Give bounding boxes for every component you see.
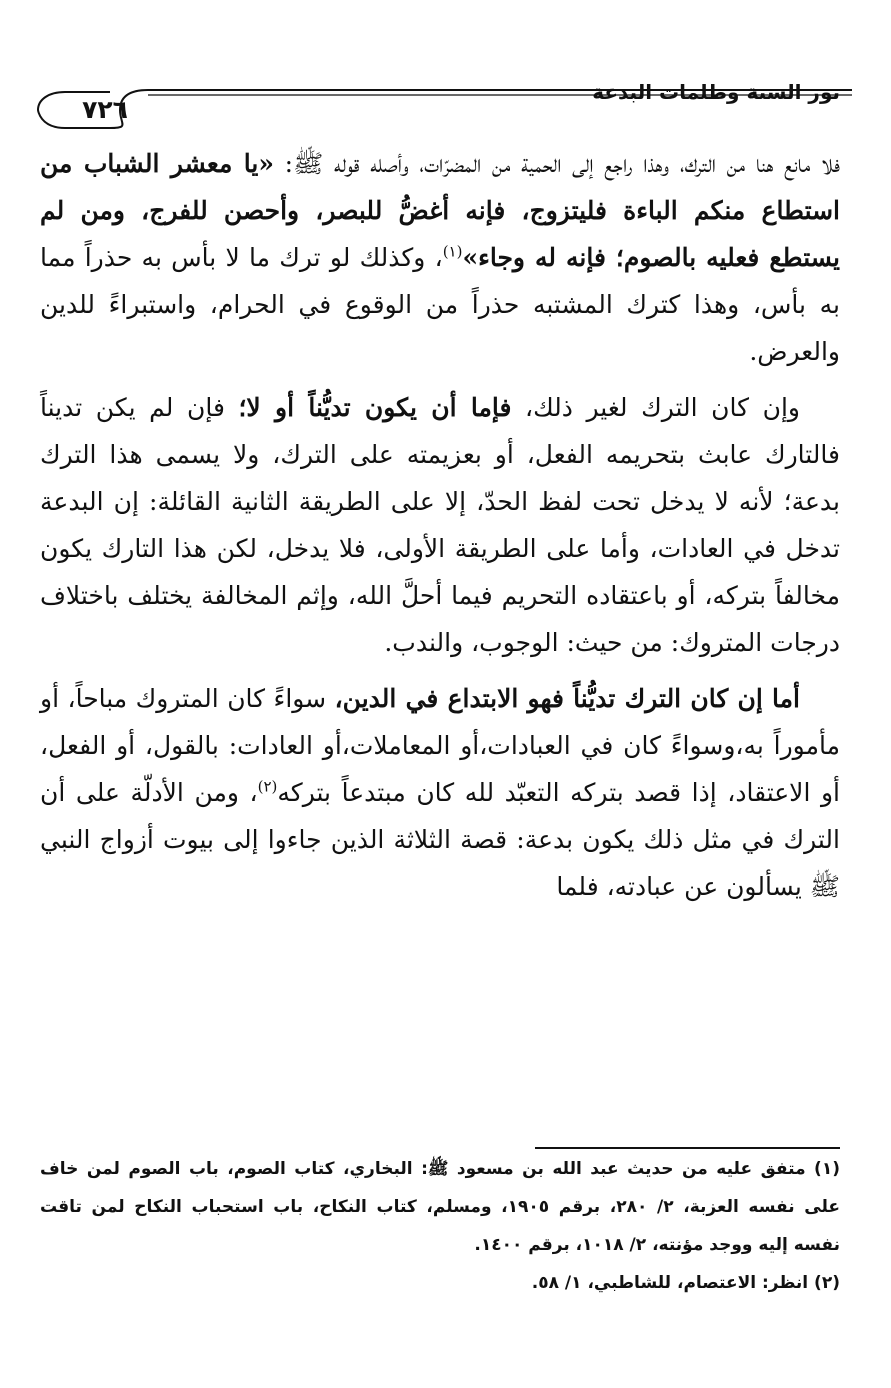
paragraph-3-emphasis: أما إن كان الترك تديُّناً فهو الابتداع في الدين،	[334, 684, 800, 713]
footnote-ref-1: (١)	[442, 242, 463, 261]
paragraph-1-text-b: ، وكذلك لو ترك ما لا بأس به حذراً مما به بأس، وهذا كترك المشتبه حذراً من الوقوع في الحرام، واستبراءً للدين والعرض.	[40, 243, 840, 366]
hadith-quote: «يا معشر الشباب من استطاع منكم الباءة فليتزوج، فإنه أغضُّ للبصر، وأحصن للفرج، ومن لم يستطع فعليه بالصوم؛ فإنه له وجاء»	[40, 149, 840, 272]
footnote-ref-2: (٢)	[257, 777, 278, 796]
main-text	[40, 140, 840, 910]
paragraph-3-text-a: سواءً كان المتروك مباحاً، أو مأموراً به،وسواءً كان في العبادات،أو المعاملات،أو العادات: بالقول، أو الفعل، أو الاعتقاد، إذا قصد بتركه التعبّد لله كان مبتدعاً بتركه	[40, 684, 840, 807]
running-title: نور السنة وظلمات البدعة	[592, 80, 840, 104]
paragraph-1	[40, 140, 840, 375]
footnote-separator	[535, 1147, 840, 1149]
paragraph-1-text-a: فلا مانع هنا من الترك، وهذا راجع إلى الحمية من المضرّات، وأصله قوله ﷺ:	[274, 149, 840, 178]
paragraph-2	[40, 384, 840, 666]
page-header	[20, 62, 858, 132]
footnote-1: (١) متفق عليه من حديث عبد الله بن مسعود ﷺ: البخاري، كتاب الصوم، باب الصوم لمن خاف على نفسه العزبة، ٢/ ٢٨٠، برقم ١٩٠٥، ومسلم، كتاب النكاح، باب استحباب النكاح لمن تاقت نفسه إليه ووجد مؤنته، ٢/ ١٠١٨، برقم ١٤٠٠.	[40, 1159, 840, 1255]
page-number: ٧٢٦	[82, 95, 128, 124]
footnote-2: (٢) انظر: الاعتصام، للشاطبي، ١/ ٥٨.	[531, 1273, 840, 1293]
footnotes	[40, 1150, 840, 1302]
paragraph-3	[40, 675, 840, 910]
paragraph-2-text-a: وإن كان الترك لغير ذلك،	[511, 393, 800, 422]
paragraph-3-text-b: ، ومن الأدلّة على أن الترك في مثل ذلك يكون بدعة: قصة الثلاثة الذين جاءوا إلى بيوت أزواج النبي ﷺ يسألون عن عبادته، فلما	[40, 778, 840, 901]
paragraph-2-text-b: فإن لم يكن تديناً فالتارك عابث بتحريمه الفعل، أو بعزيمته على الترك، ولا يسمى هذا الترك بدعة؛ لأنه لا يدخل تحت لفظ الحدّ، إلا على الطريقة الثانية القائلة: إن البدعة تدخل في العادات، وأما على الطريقة الأولى، فلا يدخل، لكن هذا التارك يكون مخالفاً بتركه، أو باعتقاده التحريم فيما أحلَّ الله، وإثم المخالفة يختلف باختلاف درجات المتروك: من حيث: الوجوب، والندب.	[40, 393, 840, 657]
paragraph-2-emphasis: فإما أن يكون تديُّناً أو لا؛	[238, 393, 512, 422]
